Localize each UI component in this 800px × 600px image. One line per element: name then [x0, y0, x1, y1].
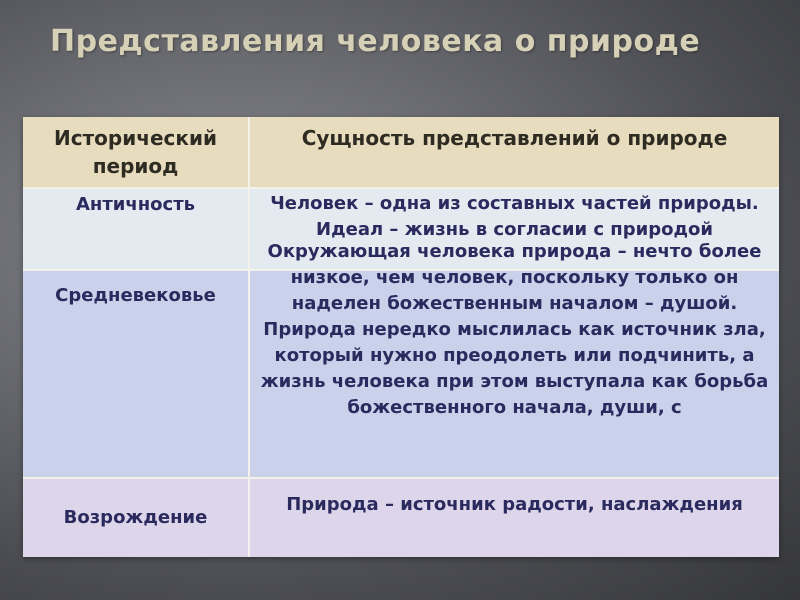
description-middle-ages: Окружающая человека природа – нечто более низкое, чем человек, поскольку только он наделен божественным началом – душой. Природа нередко мыслилась как источник зла, который нужно преодолеть или подчинить, а жизнь человека при этом выступала как борьба божественного начала, души, с — [260, 241, 769, 418]
slide-title: Представления человека о природе — [50, 24, 701, 59]
description-renaissance: Природа – источник радости, наслаждения — [250, 477, 779, 557]
period-middle-ages: Средневековье — [23, 269, 250, 477]
period-antiquity: Античность — [23, 187, 250, 269]
comparison-table — [23, 117, 779, 557]
description-cell-middle-ages — [250, 269, 779, 477]
header-essence: Сущность представлений о природе — [250, 117, 779, 187]
header-period: Исторический период — [23, 117, 250, 187]
description-antiquity: Человек – одна из составных частей природы. Идеал – жизнь в согласии с природой — [250, 187, 779, 269]
period-renaissance: Возрождение — [23, 477, 250, 557]
